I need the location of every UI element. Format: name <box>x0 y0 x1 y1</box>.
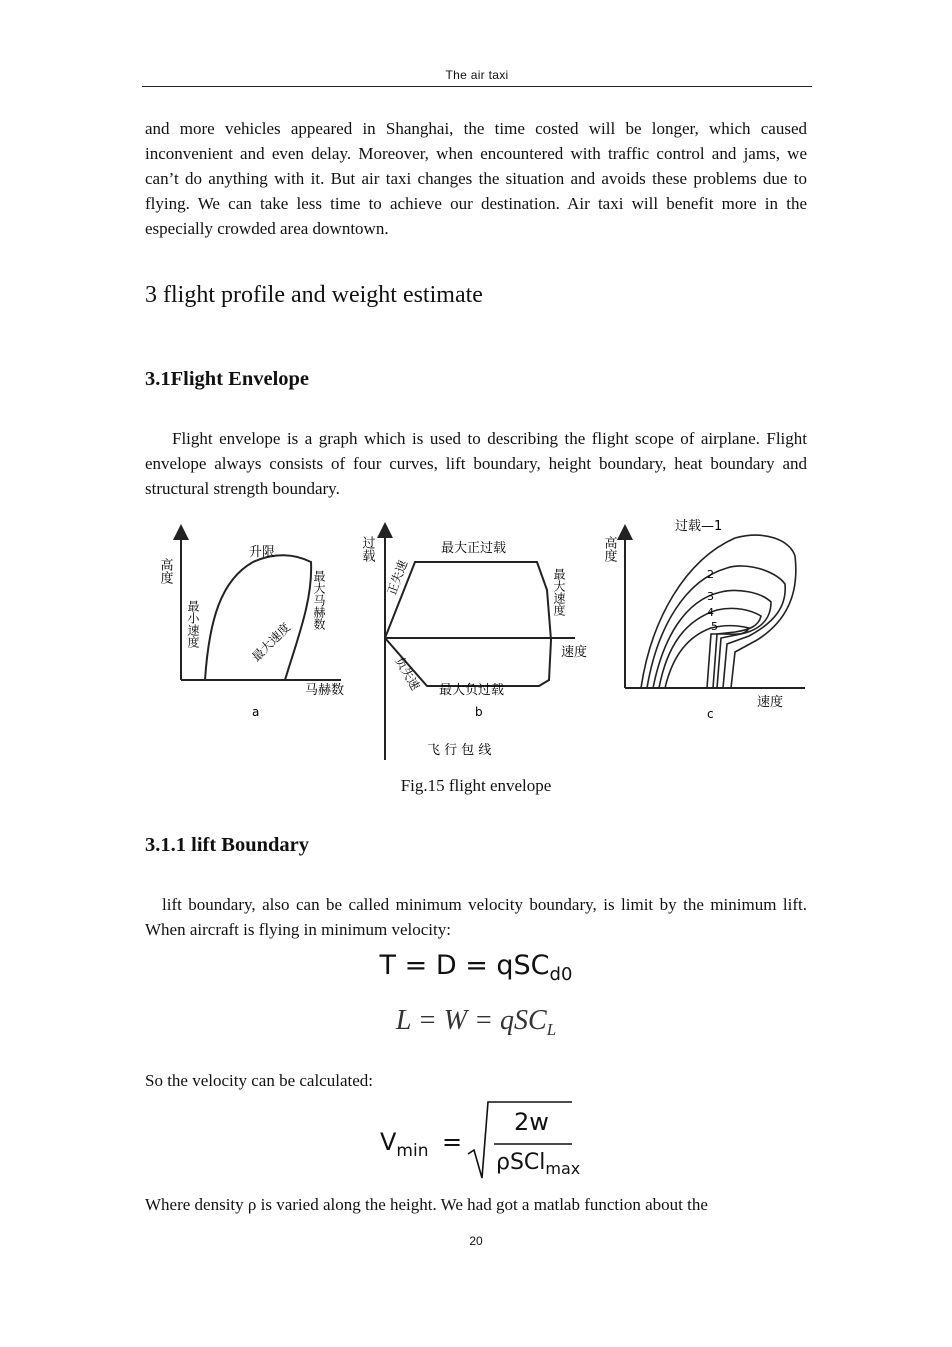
page-number: 20 <box>469 1234 483 1248</box>
panel-b-upper-left-label: 正失速 <box>384 558 411 598</box>
panel-a-top-label: 升限 <box>249 545 276 560</box>
panel-a-right-label: 最大马赫数 <box>312 570 326 630</box>
panel-c-num-5: 5 <box>711 620 718 633</box>
panel-b-lower-left-label: 负失速 <box>392 654 423 693</box>
section-heading: 3 flight profile and weight estimate <box>145 282 483 308</box>
figure-title-cn: 飞 行 包 线 <box>427 743 492 758</box>
panel-c-letter: c <box>707 707 714 721</box>
panel-b-y-label: 过载 <box>359 536 375 562</box>
header-rule <box>142 86 812 87</box>
eq3-equals: = <box>442 1128 463 1156</box>
panel-c-num-4: 4 <box>707 606 714 619</box>
subsubsection-heading: 3.1.1 lift Boundary <box>145 834 310 856</box>
running-header: The air taxi <box>445 68 509 82</box>
flight-envelope-drawing <box>145 510 807 770</box>
intro-paragraph: and more vehicles appeared in Shanghai, the time costed will be longer, which caused inconvenient and even delay. Moreover, when encountered with traffic control and jams, we can’t do anything with it. But air taxi changes the situation and avoids these problems due to flying. We can take less time to achieve our destination. Air taxi will benefit more in the especially crowded area downtown. <box>145 119 807 238</box>
panel-c-num-3: 3 <box>707 590 714 603</box>
panel-b-letter: b <box>475 705 483 719</box>
eq1-sub: d0 <box>549 964 573 985</box>
figure-caption: Fig.15 flight envelope <box>400 776 552 795</box>
panel-a-x-label: 马赫数 <box>305 683 345 698</box>
envelope-paragraph: Flight envelope is a graph which is used to describing the flight scope of airplane. Flight envelope always consists of four curves, lift boundary, height boundary, heat boundary and structural strength boundary. <box>145 429 807 498</box>
panel-b-x-label: 速度 <box>561 645 588 660</box>
eq3-lhs: V <box>380 1128 397 1156</box>
panel-b-right-label: 最大速度 <box>552 568 566 616</box>
panel-a-y-label: 高度 <box>157 558 173 584</box>
lift-paragraph: lift boundary, also can be called minimum velocity boundary, is limit by the minimum lift. When aircraft is flying in minimum velocity: <box>145 895 807 939</box>
eq2-sub: L <box>546 1020 557 1039</box>
panel-b-bottom-label: 最大负过载 <box>439 683 505 698</box>
panel-c-x-label: 速度 <box>757 695 784 710</box>
equation-vmin <box>380 1096 580 1182</box>
eq3-lhs-sub: min <box>396 1141 429 1161</box>
panel-a-left-label: 最小速度 <box>186 600 200 648</box>
panel-c-y-label: 高度 <box>601 536 617 562</box>
panel-a-letter: a <box>252 705 260 719</box>
flight-envelope-figure <box>145 510 807 770</box>
eq3-numerator: 2w <box>514 1108 549 1136</box>
panel-c-curves <box>641 535 796 688</box>
panel-c-top-label: 过载—1 <box>675 519 723 534</box>
eq3-denominator: ρSCl <box>496 1150 546 1175</box>
eq2-main: L = W = qSC <box>395 1005 547 1036</box>
panel-c-num-2: 2 <box>707 568 714 581</box>
velocity-line: So the velocity can be calculated: <box>145 1071 373 1090</box>
panel-a-lower-label: 最大速度 <box>249 620 294 665</box>
eq1-main: T = D = qSC <box>379 950 550 981</box>
panel-b-top-label: 最大正过载 <box>441 541 507 556</box>
equation-thrust-drag <box>0 950 952 985</box>
subsection-heading: 3.1Flight Envelope <box>145 368 310 390</box>
equation-lift-weight <box>0 1005 952 1040</box>
density-line: Where density ρ is varied along the height. We had got a matlab function about the <box>145 1195 708 1214</box>
eq3-den-sub: max <box>545 1159 581 1178</box>
